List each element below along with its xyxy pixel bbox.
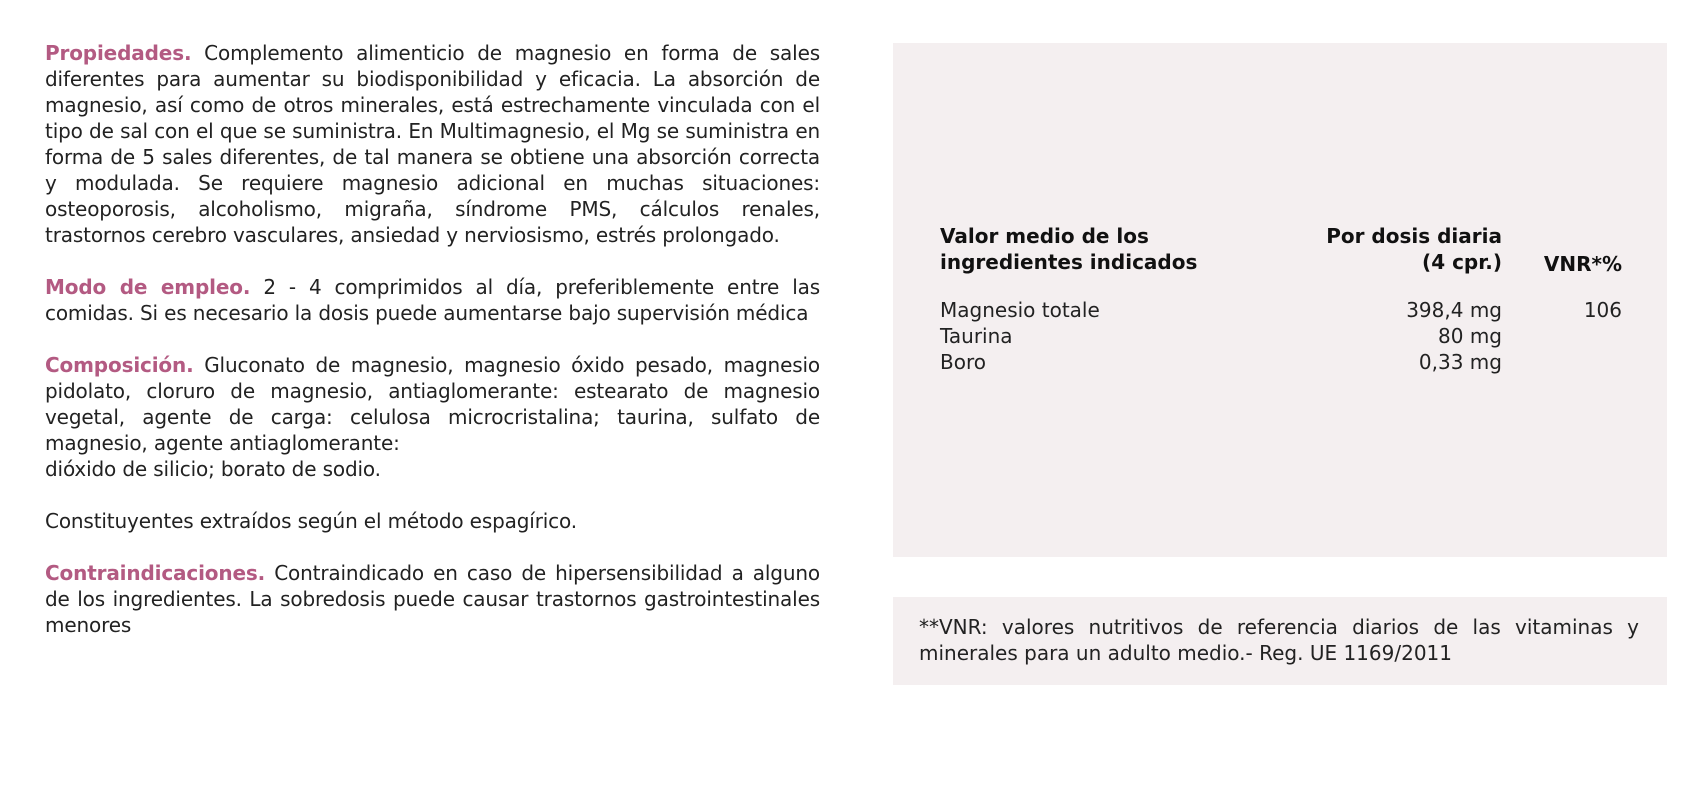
section-text: Contraindicado en caso de hipersensibilidad a alguno de los ingredientes. La sobredosis puede causar trastornos gastrointestinales menores — [45, 561, 820, 637]
section-text: Complemento alimenticio de magnesio en forma de sales diferentes para aumentar su biodisponibilidad y eficacia. La absorción de magnesio, así como de otros minerales, está estrechamente vinculada con el tipo de sal con el que se suministra. En Multimagnesio, el Mg se suministra en forma de 5 sales diferentes, de tal manera se obtiene una absorción correcta y modulada. Se requiere magnesio adicional en muchas situaciones: osteoporosis, alcoholismo, migraña, síndrome PMS, cálculos renales, trastornos cerebro vasculares, ansiedad y nerviosismo, estrés prolongado. — [45, 41, 820, 247]
section-text: 2 - 4 comprimidos al día, preferiblemente entre las comidas. Si es necesario la dosis puede aumentarse bajo supervisión médica — [45, 275, 820, 325]
section-properties — [45, 40, 820, 248]
nutrition-table-panel — [893, 43, 1667, 557]
nutrition-table-body — [940, 297, 1620, 375]
product-description — [45, 40, 820, 638]
table-row — [940, 323, 1620, 349]
section-usage — [45, 274, 820, 326]
ingredient-name: Taurina — [940, 324, 1013, 348]
header-vnr: VNR*% — [1543, 252, 1622, 276]
ingredient-dose: 398,4 mg — [1406, 298, 1502, 322]
section-contraindications — [45, 560, 820, 638]
header-dose-line2: (4 cpr.) — [1422, 250, 1502, 274]
header-dose — [1280, 223, 1502, 275]
table-row — [940, 349, 1620, 375]
header-dose-line1: Por dosis diaria — [1326, 224, 1502, 248]
header-ingredient-line1: Valor medio de los — [940, 224, 1149, 248]
section-label: Modo de empleo. — [45, 275, 251, 299]
vnr-footnote-panel — [893, 597, 1667, 685]
ingredient-name: Boro — [940, 350, 986, 374]
section-text: Constituyentes extraídos según el método espagírico. — [45, 509, 577, 533]
header-ingredient — [940, 223, 1270, 275]
ingredient-vnr: 106 — [1583, 298, 1622, 322]
ingredient-dose: 80 mg — [1438, 324, 1502, 348]
section-label: Propiedades. — [45, 41, 192, 65]
vnr-footnote: **VNR: valores nutritivos de referencia diarios de las vitaminas y minerales para un adulto medio.- Reg. UE 1169/2011 — [919, 615, 1639, 665]
section-spagyric-note — [45, 508, 820, 534]
section-text: Gluconato de magnesio, magnesio óxido pesado, magnesio pidolato, cloruro de magnesio, antiaglomerante: estearato de magnesio vegetal, agente de carga: celulosa microcristalina; taurina, sulfato de magnesio, agente antiaglomerante: — [45, 353, 820, 455]
section-composition — [45, 352, 820, 482]
ingredient-name: Magnesio totale — [940, 298, 1100, 322]
ingredient-dose: 0,33 mg — [1418, 350, 1502, 374]
section-text-continued: dióxido de silicio; borato de sodio. — [45, 457, 381, 481]
section-label: Contraindicaciones. — [45, 561, 266, 585]
table-row — [940, 297, 1620, 323]
header-ingredient-line2: ingredientes indicados — [940, 250, 1198, 274]
section-label: Composición. — [45, 353, 194, 377]
